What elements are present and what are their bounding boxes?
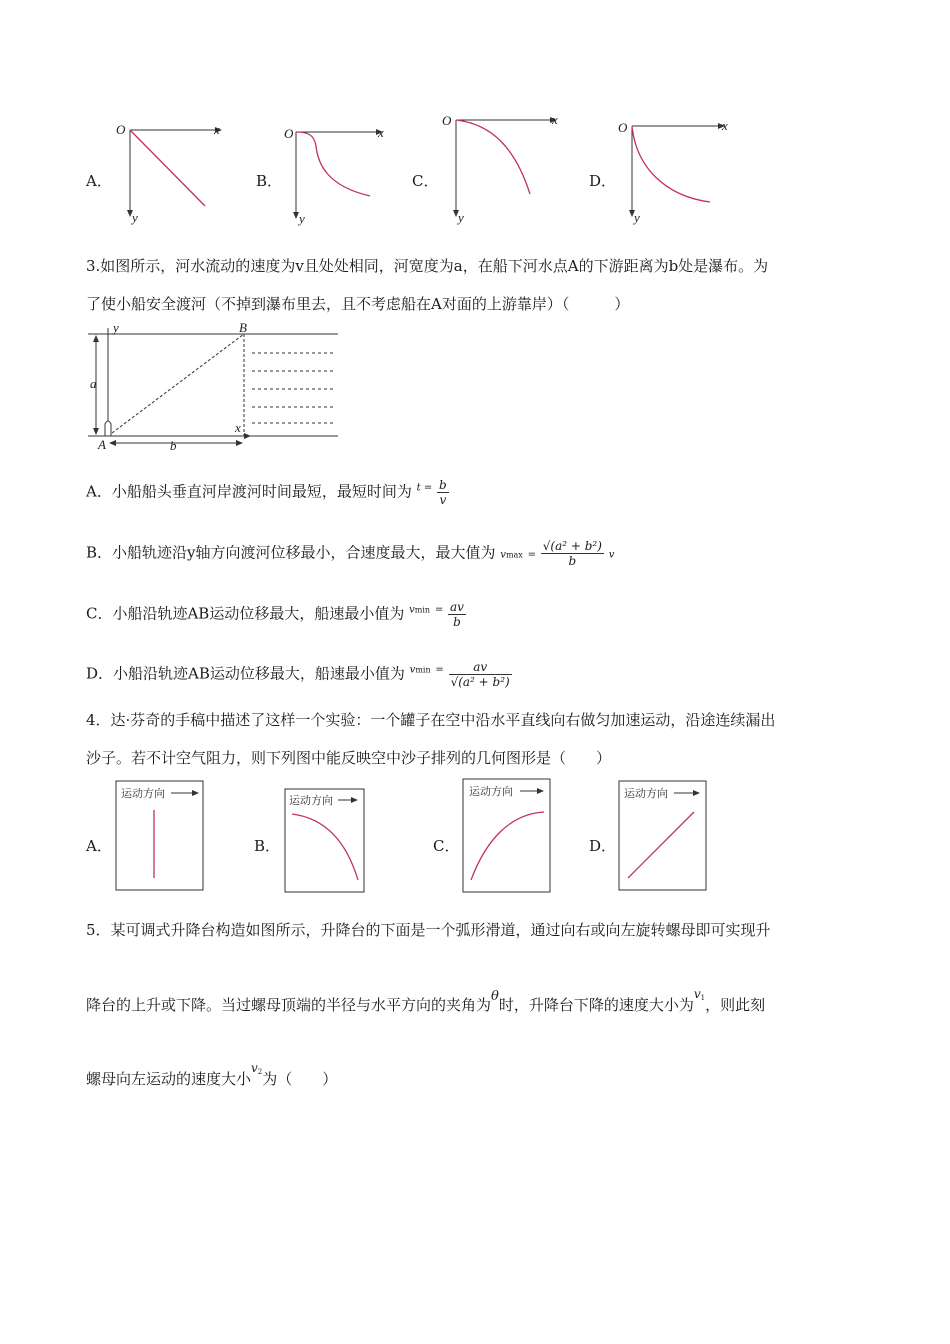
q4-box-d xyxy=(618,780,708,892)
q4-b-caption: 运动方向 xyxy=(289,794,333,807)
q3-option-a-num: b xyxy=(438,478,447,492)
q3-option-b-num: √(a² + b²) xyxy=(542,539,602,553)
q3-river-diagram xyxy=(82,322,344,452)
q3-label-a: a xyxy=(90,376,97,391)
q3-option-d-den: √(a² + b²) xyxy=(450,675,510,689)
q3-option-a-fraction xyxy=(437,478,449,507)
q5-v1: v xyxy=(693,987,701,1001)
q3-option-d-fraction xyxy=(449,660,512,689)
q5-theta: θ xyxy=(491,989,499,1004)
q5-line3-part2: 为（ ） xyxy=(262,1070,338,1088)
q2-d-curve xyxy=(632,126,710,202)
q3-option-c-eq: = xyxy=(434,604,444,616)
q3-option-b-fraction xyxy=(541,539,604,568)
q2-graph-d xyxy=(614,116,740,226)
q4-option-b-label: B． xyxy=(254,837,281,855)
q3-option-b xyxy=(86,539,614,568)
q5-v2-sub: 2 xyxy=(257,1068,263,1076)
q3-stem-line2: 了使小船安全渡河（不掉到瀑布里去，且不考虑船在A对面的上游靠岸）（ ） xyxy=(86,295,630,313)
q2-graph-c xyxy=(438,110,568,226)
q2-d-origin: O xyxy=(618,120,628,135)
q2-c-curve xyxy=(456,120,530,194)
q2-c-origin: O xyxy=(442,113,452,128)
q3-option-c-num: av xyxy=(450,600,464,614)
q4-stem-line2: 沙子。若不计空气阻力，则下列图中能反映空中沙子排列的几何图形是（ ） xyxy=(86,749,612,767)
q2-b-curve xyxy=(296,132,370,196)
q2-a-origin: O xyxy=(116,122,126,137)
q2-a-y: y xyxy=(132,210,138,225)
q2-b-origin: O xyxy=(284,126,294,141)
q4-c-caption: 运动方向 xyxy=(469,785,513,798)
q2-option-d-label: D． xyxy=(589,172,617,190)
q3-option-b-tail: v xyxy=(608,549,615,561)
q3-option-d xyxy=(86,660,512,689)
q4-box-b xyxy=(284,788,366,894)
q3-option-a-text: A．小船船头垂直河岸渡河时间最短，最短时间为 xyxy=(86,482,412,501)
q3-option-b-text: B．小船轨迹沿y轴方向渡河位移最小，合速度最大，最大值为 xyxy=(86,543,496,562)
q3-option-a-lhs: t = xyxy=(416,482,433,494)
q3-stem-line1: 3.如图所示，河水流动的速度为v且处处相同，河宽度为a，在船下河水点A的下游距离为b处是瀑布。为 xyxy=(86,257,769,275)
q5-stem-line1: 5．某可调式升降台构造如图所示，升降台的下面是一个弧形滑道，通过向右或向左旋转螺母即可实现升 xyxy=(86,921,771,939)
q5-v2: v xyxy=(251,1061,258,1075)
q4-option-d-label: D． xyxy=(589,837,617,855)
q2-b-y: y xyxy=(299,211,305,226)
q4-a-caption: 运动方向 xyxy=(121,787,165,800)
q2-a-curve xyxy=(130,130,205,206)
q3-option-c-sub: min xyxy=(414,605,431,615)
q3-option-d-num: av xyxy=(449,660,512,675)
q5-stem-line3 xyxy=(86,1058,337,1089)
q5-line2-part2: 时，升降台下降的速度大小为 xyxy=(498,996,694,1014)
q2-option-b-label: B． xyxy=(256,172,283,190)
q2-option-a-label: A． xyxy=(86,172,112,190)
q3-option-c-text: C．小船沿轨迹AB运动位移最大，船速最小值为 xyxy=(86,604,405,623)
q3-option-d-eq: = xyxy=(435,664,444,676)
q3-option-a xyxy=(86,478,449,507)
q5-line3-part1: 螺母向左运动的速度大小 xyxy=(86,1070,252,1088)
q2-graph-b xyxy=(282,124,392,226)
q3-option-b-lhs: v xyxy=(500,549,506,561)
q2-d-x: x xyxy=(722,118,728,133)
q3-option-d-sub: min xyxy=(415,665,431,675)
q2-b-x: x xyxy=(378,125,384,140)
q2-a-x: x xyxy=(214,122,220,137)
q4-d-caption: 运动方向 xyxy=(624,787,668,800)
q3-option-d-lhs: v xyxy=(409,664,416,676)
q5-v1-sub: 1 xyxy=(700,994,706,1002)
q5-line2-part3: ，则此刻 xyxy=(705,996,766,1014)
q3-label-B: B xyxy=(239,322,247,335)
q3-option-c-lhs: v xyxy=(409,604,415,616)
q2-option-c-label: C． xyxy=(412,172,439,190)
q3-option-b-den: b xyxy=(568,554,577,568)
q3-label-b: b xyxy=(170,438,177,452)
q2-c-y: y xyxy=(458,210,464,225)
q3-option-b-eq: = xyxy=(527,549,536,561)
q2-graph-a xyxy=(110,118,230,226)
q5-line2-part1: 降台的上升或下降。当过螺母顶端的半径与水平方向的夹角为 xyxy=(86,996,492,1014)
q4-option-a-label: A． xyxy=(86,837,112,855)
q4-box-c xyxy=(462,778,552,894)
q3-option-c-den: b xyxy=(453,615,461,629)
q2-c-x: x xyxy=(552,112,558,127)
q3-option-a-den: v xyxy=(439,493,447,507)
q4-stem-line1: 4．达·芬奇的手稿中描述了这样一个实验：一个罐子在空中沿水平直线向右做匀加速运动，沿途连续漏出 xyxy=(86,711,776,729)
q3-label-y: y xyxy=(113,322,119,335)
q3-label-x: x xyxy=(235,420,241,435)
boat-icon xyxy=(105,421,111,436)
q2-d-y: y xyxy=(634,210,640,225)
q5-stem-line2 xyxy=(86,984,765,1015)
q3-option-b-sub: max xyxy=(505,550,523,560)
q4-box-a xyxy=(115,780,205,892)
q3-option-d-text: D．小船沿轨迹AB运动位移最大，船速最小值为 xyxy=(86,664,405,683)
q4-option-c-label: C． xyxy=(433,837,460,855)
q3-option-c-fraction xyxy=(448,600,466,629)
q3-label-A: A xyxy=(98,437,106,452)
q3-option-c xyxy=(86,600,466,629)
